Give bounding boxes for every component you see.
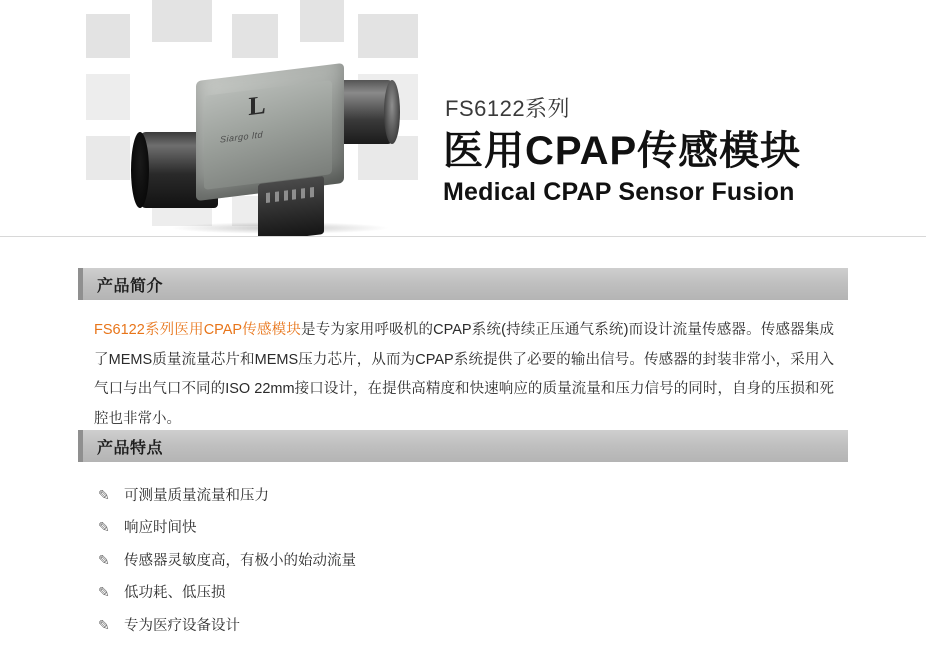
list-item [94, 618, 834, 635]
feature-label: 专为医疗设备设计 [124, 617, 240, 634]
section-features [78, 430, 848, 650]
list-item [94, 553, 834, 570]
product-series: FS6122系列 [445, 96, 571, 121]
feature-label: 传感器灵敏度高，有极小的始动流量 [124, 552, 356, 569]
list-item [94, 585, 834, 602]
decor-square [86, 74, 130, 120]
list-item [94, 520, 834, 537]
page-title: 医用CPAP传感模块 [443, 129, 802, 173]
decor-square [358, 14, 418, 58]
section-body-features [78, 462, 848, 635]
section-introduction [78, 268, 848, 435]
page-subtitle: Medical CPAP Sensor Fusion [443, 177, 795, 206]
section-header-features [78, 430, 848, 462]
hero-banner [0, 0, 926, 236]
intro-text: 是专为家用呼吸机的CPAP系统(持续正压通气系统)而设计流量传感器。传感器集成了MEMS质量流量芯片和MEMS压力芯片，从而为CPAP系统提供了必要的输出信号。传感器的封装非常小，采用入气口与出气口不同的ISO 22mm接口设计，在提供高精度和快速响应的质量流量和压力信号的同时，自身的压损和死腔也非常小。 [94, 322, 834, 428]
pencil-icon: ✎ [98, 519, 110, 536]
hero-text-block [443, 92, 903, 207]
section-title: 产品简介 [97, 277, 164, 295]
pencil-icon: ✎ [98, 487, 110, 503]
feature-list [94, 488, 834, 635]
intro-highlight: FS6122系列医用CPAP传感模块 [94, 322, 302, 338]
decor-square [232, 14, 278, 58]
feature-label: 可测量质量流量和压力 [124, 488, 269, 504]
decor-square [86, 136, 130, 180]
list-item [94, 488, 834, 505]
hero-divider [0, 236, 926, 237]
pencil-icon: ✎ [98, 551, 110, 568]
decor-square [152, 0, 212, 42]
brand-logo-icon: L [248, 89, 266, 122]
feature-label: 响应时间快 [124, 520, 197, 537]
section-body-introduction [78, 300, 848, 435]
product-photo [140, 54, 420, 234]
electrical-connector [258, 176, 324, 236]
decor-square [300, 0, 344, 42]
brand-logo-text: Siargo ltd [220, 129, 264, 145]
introduction-paragraph [94, 316, 834, 435]
feature-label: 低功耗、低压损 [124, 585, 226, 602]
pencil-icon: ✎ [98, 584, 110, 601]
decor-square [86, 14, 130, 58]
section-header-introduction [78, 268, 848, 300]
pencil-icon: ✎ [98, 616, 110, 633]
section-title: 产品特点 [97, 439, 164, 457]
